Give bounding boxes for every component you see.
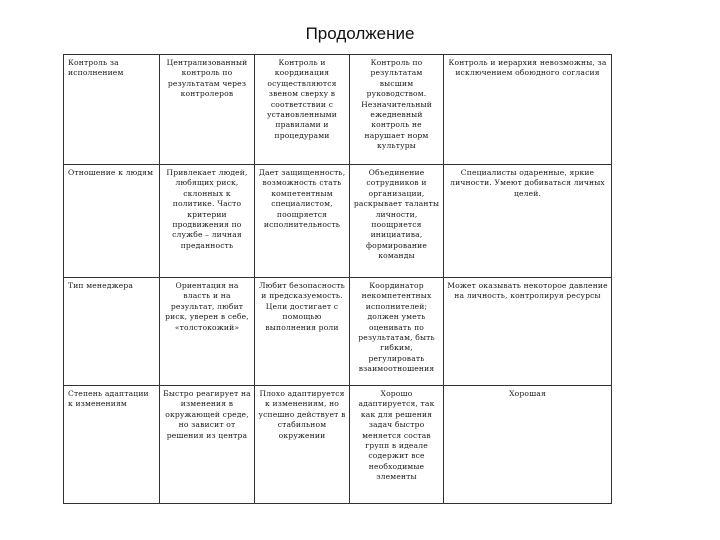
table-cell: Объединение сотрудников и организации, раскрывает таланты личности, поощряется инициатива, формирование команды bbox=[350, 165, 444, 278]
table-cell: Любит безопасность и предсказуемость. Цели достигает с помощью выполнения роли bbox=[255, 278, 350, 386]
row-label: Степень адаптации к изменениям bbox=[64, 386, 160, 504]
table-cell: Хорошо адаптируется, так как для решения задач быстро меняется состав групп в идеале содержит все необходимые элементы bbox=[350, 386, 444, 504]
row-label: Тип менеджера bbox=[64, 278, 160, 386]
table-cell: Контроль по результатам высшим руководством. Незначительный ежедневный контроль не нарушает норм культуры bbox=[350, 55, 444, 165]
table-cell: Централизованный контроль по результатам через контролеров bbox=[160, 55, 255, 165]
table-cell: Плохо адаптируется к изменениям, но успешно действует в стабильном окружении bbox=[255, 386, 350, 504]
table-row bbox=[64, 278, 612, 386]
table-row bbox=[64, 386, 612, 504]
table-cell: Может оказывать некоторое давление на личность, контролируя ресурсы bbox=[444, 278, 612, 386]
table-cell: Специалисты одаренные, яркие личности. Умеют добиваться личных целей. bbox=[444, 165, 612, 278]
table-cell: Привлекает людей, любящих риск, склонных к политике. Часто критерии продвижения по службе – личная преданность bbox=[160, 165, 255, 278]
table-cell: Контроль и иерархия невозможны, за исключением обоюдного согласия bbox=[444, 55, 612, 165]
table-cell: Дает защищенность, возможность стать компетентным специалистом, поощряется исполнительность bbox=[255, 165, 350, 278]
table-row bbox=[64, 55, 612, 165]
page-title: Продолжение bbox=[305, 24, 415, 43]
table-cell: Контроль и координация осуществляются звеном сверху в соответствии с установленными правилами и процедурами bbox=[255, 55, 350, 165]
culture-comparison-table bbox=[63, 54, 612, 504]
row-label: Отношение к людям bbox=[64, 165, 160, 278]
table-cell: Хорошая bbox=[444, 386, 612, 504]
table-cell: Ориентация на власть и на результат, любит риск, уверен в себе, «толстокожий» bbox=[160, 278, 255, 386]
row-label: Контроль за исполнением bbox=[64, 55, 160, 165]
table-cell: Координатор некомпетентных исполнителей; должен уметь оценивать по результатам, быть гибким, регулировать взаимоотношения bbox=[350, 278, 444, 386]
table-cell: Быстро реагирует на изменения в окружающей среде, но зависит от решения из центра bbox=[160, 386, 255, 504]
table-row bbox=[64, 165, 612, 278]
